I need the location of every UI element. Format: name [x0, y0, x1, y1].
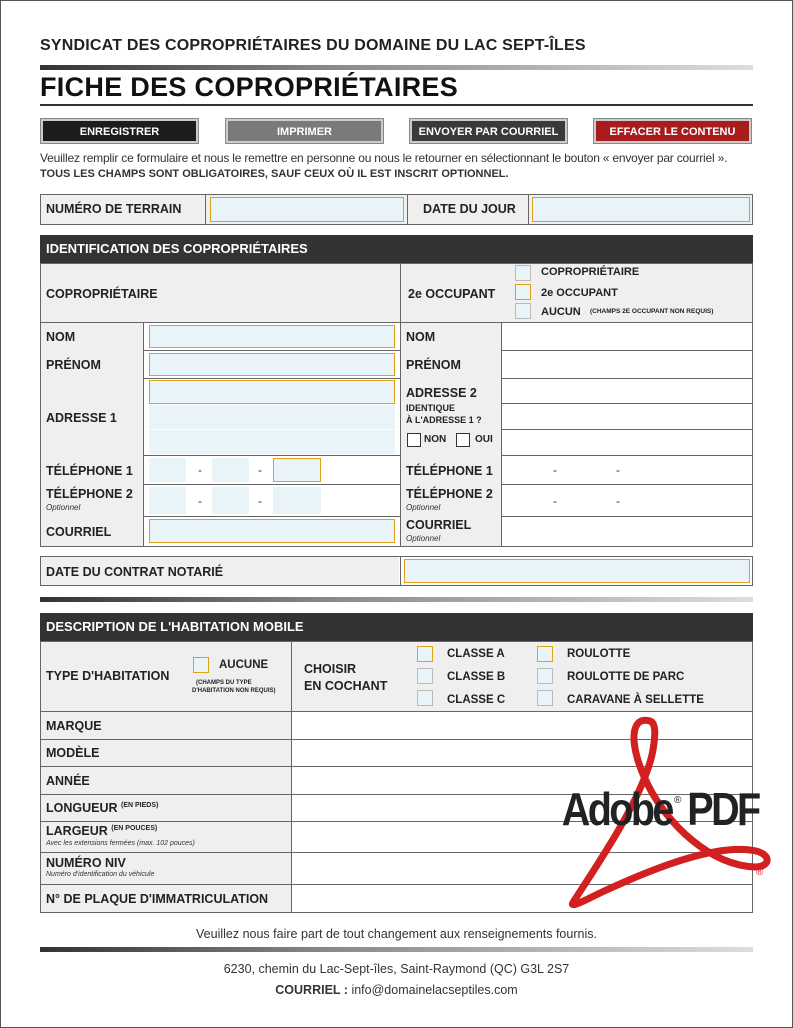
- none-checkbox[interactable]: [515, 303, 531, 319]
- choose-label-1: CHOISIR: [304, 662, 357, 676]
- trailer-checkbox[interactable]: [537, 646, 553, 662]
- instructions: Veuillez remplir ce formulaire et nous le remettre en personne ou nous le retourner en sélectionnant le bouton « envoyer par courriel ».: [40, 151, 728, 165]
- second-phone2-label: TÉLÉPHONE 2: [406, 487, 493, 501]
- adobe-reg-mark: ®: [674, 795, 682, 806]
- width-label: [46, 824, 157, 838]
- org-name: SYNDICAT DES COPROPRIÉTAIRES DU DOMAINE DU LAC SEPT-ÎLES: [40, 37, 586, 54]
- notary-date-input[interactable]: [404, 559, 750, 583]
- footer-address: 6230, chemin du Lac-Sept-îles, Saint-Raymond (QC) G3L 2S7: [223, 962, 570, 976]
- park-trailer-label: ROULOTTE DE PARC: [567, 671, 685, 683]
- page-title: FICHE DES COPROPRIÉTAIRES: [40, 72, 459, 102]
- second-option-label: 2e OCCUPANT: [541, 287, 618, 299]
- required-note: TOUS LES CHAMPS SONT OBLIGATOIRES, SAUF CEUX OÙ IL EST INSCRIT OPTIONNEL.: [40, 168, 509, 180]
- identical-label: IDENTIQUE: [406, 403, 456, 413]
- second-phone2-optional: Optionnel: [406, 503, 441, 512]
- class-c-label: CLASSE C: [447, 694, 506, 706]
- class-a-label: CLASSE A: [447, 648, 505, 660]
- home-none-note2: D'HABITATION NON REQUIS): [192, 688, 276, 694]
- none-option-label: AUCUN: [541, 306, 581, 318]
- owner-phone2-label: TÉLÉPHONE 2: [46, 487, 133, 501]
- brand-label: MARQUE: [46, 719, 102, 733]
- header-rule: [40, 65, 753, 70]
- pdf-reg-mark: ®: [756, 867, 764, 878]
- owner-phone2-area[interactable]: [149, 487, 186, 514]
- date-input[interactable]: [532, 197, 750, 222]
- footer-email-line: [40, 983, 753, 997]
- owner-labels-bg: [41, 323, 143, 546]
- owner-phone2-line[interactable]: [273, 487, 321, 514]
- home-none-label: AUCUNE: [219, 659, 269, 671]
- dash: -: [258, 494, 262, 508]
- row-line: [40, 484, 753, 485]
- section-rule: [40, 597, 753, 602]
- length-unit: (EN PIEDS): [121, 801, 159, 809]
- coowner-checkbox[interactable]: [515, 265, 531, 281]
- year-label: ANNÉE: [46, 774, 90, 788]
- vin-label: NUMÉRO NIV: [46, 856, 126, 870]
- owner-address-line1[interactable]: [149, 380, 395, 404]
- second-occupant-checkbox[interactable]: [515, 284, 531, 300]
- print-button[interactable]: IMPRIMER: [226, 119, 383, 143]
- owner-phone1-line[interactable]: [273, 458, 321, 482]
- owner-col-title: COPROPRIÉTAIRE: [46, 287, 158, 301]
- divider: [205, 194, 206, 225]
- second-email-label: COURRIEL: [406, 518, 472, 532]
- pdf-wordmark: PDF: [687, 784, 759, 836]
- dash: -: [616, 463, 620, 477]
- owner-first-label: PRÉNOM: [46, 358, 101, 372]
- plate-label: N° DE PLAQUE D'IMMATRICULATION: [46, 892, 269, 906]
- second-col-title: 2e OCCUPANT: [408, 287, 496, 301]
- dash: -: [198, 494, 202, 508]
- trailer-label: ROULOTTE: [567, 648, 631, 660]
- row-line: [40, 455, 753, 456]
- choose-label-2: EN COCHANT: [304, 679, 388, 693]
- date-label: DATE DU JOUR: [423, 202, 516, 216]
- coowner-option-label: COPROPRIÉTAIRE: [541, 266, 640, 278]
- notary-label: DATE DU CONTRAT NOTARIÉ: [46, 565, 224, 579]
- lot-label: NUMÉRO DE TERRAIN: [46, 202, 182, 216]
- clear-button[interactable]: EFFACER LE CONTENU: [594, 119, 751, 143]
- owner-name-input[interactable]: [149, 325, 395, 348]
- width-text: LARGEUR: [46, 824, 108, 838]
- owners-section-header: IDENTIFICATION DES COPROPRIÉTAIRES: [40, 235, 753, 263]
- save-button[interactable]: ENREGISTRER: [41, 119, 198, 143]
- class-b-checkbox[interactable]: [417, 668, 433, 684]
- model-label: MODÈLE: [46, 746, 100, 760]
- dash: -: [616, 494, 620, 508]
- owner-phone2-optional: Optionnel: [46, 503, 81, 512]
- no-label: NON: [424, 434, 447, 445]
- dash: -: [553, 494, 557, 508]
- identical-yes-checkbox[interactable]: [456, 433, 470, 447]
- none-option-note: (CHAMPS 2E OCCUPANT NON REQUIS): [590, 308, 714, 315]
- owner-email-label: COURRIEL: [46, 525, 112, 539]
- vin-note: Numéro d'identification du véhicule: [46, 871, 155, 878]
- owner-phone2-prefix[interactable]: [212, 487, 249, 514]
- owner-name-label: NOM: [46, 330, 76, 344]
- lot-number-input[interactable]: [210, 197, 404, 222]
- second-phone1-label: TÉLÉPHONE 1: [406, 464, 493, 478]
- footer-rule: [40, 947, 753, 952]
- owner-address-label: ADRESSE 1: [46, 411, 117, 425]
- second-address-input[interactable]: [502, 379, 752, 455]
- to-address1-label: À L'ADRESSE 1 ?: [406, 415, 482, 425]
- owner-phone1-prefix[interactable]: [212, 458, 249, 482]
- divider: [407, 194, 408, 225]
- divider: [528, 194, 529, 225]
- owner-phone1-area[interactable]: [149, 458, 186, 482]
- fifth-wheel-checkbox[interactable]: [537, 690, 553, 706]
- divider: [400, 556, 401, 586]
- park-trailer-checkbox[interactable]: [537, 668, 553, 684]
- class-b-label: CLASSE B: [447, 671, 506, 683]
- owner-address-line3[interactable]: [149, 430, 395, 454]
- dash: -: [258, 463, 262, 477]
- footer-email-label: COURRIEL :: [275, 983, 348, 997]
- second-first-input[interactable]: [502, 351, 752, 378]
- yes-label: OUI: [475, 434, 493, 445]
- home-none-note1: (CHAMPS DU TYPE: [196, 680, 252, 686]
- adobe-pdf-logo: [560, 715, 775, 915]
- home-none-checkbox[interactable]: [193, 657, 209, 673]
- owner-address-line2[interactable]: [149, 405, 395, 429]
- dash: -: [553, 463, 557, 477]
- width-unit: (EN POUCES): [111, 824, 158, 832]
- footer-email[interactable]: info@domainelacseptiles.com: [351, 983, 518, 997]
- class-a-checkbox[interactable]: [417, 646, 433, 662]
- identical-no-checkbox[interactable]: [407, 433, 421, 447]
- adobe-wordmark: Adobe: [561, 784, 672, 836]
- change-notice: Veuillez nous faire part de tout changement aux renseignements fournis.: [196, 927, 597, 941]
- email-button[interactable]: ENVOYER PAR COURRIEL: [410, 119, 567, 143]
- width-note: Avec les extensions fermées (max. 102 pouces): [46, 840, 195, 847]
- title-rule: [40, 104, 753, 106]
- second-first-label: PRÉNOM: [406, 358, 461, 372]
- home-section-header: DESCRIPTION DE L'HABITATION MOBILE: [40, 613, 753, 641]
- length-text: LONGUEUR: [46, 801, 118, 815]
- fifth-wheel-label: CARAVANE À SELLETTE: [567, 694, 704, 706]
- second-name-input[interactable]: [502, 323, 752, 350]
- second-name-label: NOM: [406, 330, 436, 344]
- length-label: [46, 801, 158, 815]
- second-email-optional: Optionnel: [406, 534, 441, 543]
- row-line: [40, 516, 753, 517]
- owner-phone1-label: TÉLÉPHONE 1: [46, 464, 133, 478]
- owner-label-divider: [143, 322, 144, 547]
- second-address-label: ADRESSE 2: [406, 386, 477, 400]
- owner-first-input[interactable]: [149, 353, 395, 376]
- dash: -: [198, 463, 202, 477]
- owner-email-input[interactable]: [149, 519, 395, 543]
- home-type-label: TYPE D'HABITATION: [46, 669, 170, 683]
- class-c-checkbox[interactable]: [417, 690, 433, 706]
